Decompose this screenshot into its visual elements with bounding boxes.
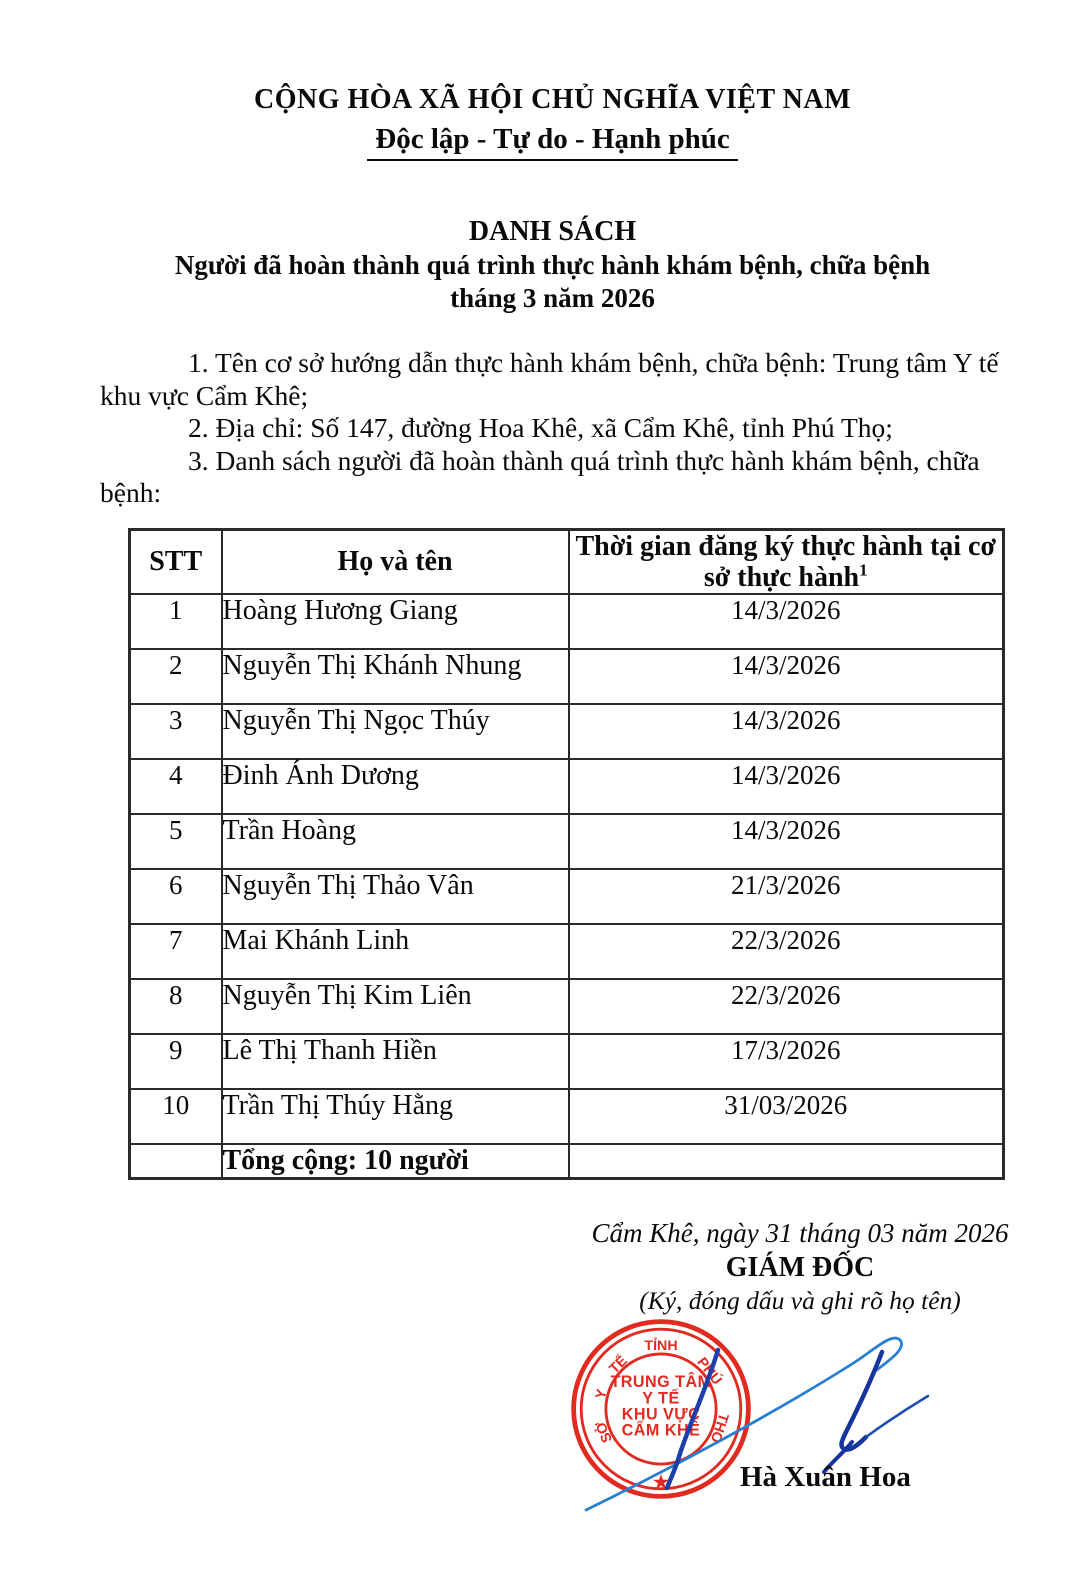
- cell-date: 14/3/2026: [569, 649, 1004, 704]
- paragraph-address: 2. Địa chỉ: Số 147, đường Hoa Khê, xã Cẩm Khê, tỉnh Phú Thọ;: [188, 412, 893, 443]
- cell-stt: 3: [130, 704, 222, 759]
- stamp-center-line4: CẨM KHÊ: [621, 1421, 701, 1440]
- cell-date: 21/3/2026: [569, 869, 1004, 924]
- stamp-ring-text-so: SỞ: [592, 1418, 616, 1445]
- stamp-ring-text-phu: PHÚ: [693, 1354, 725, 1389]
- cell-name: Nguyễn Thị Ngọc Thúy: [222, 704, 569, 759]
- cell-date: 14/3/2026: [569, 759, 1004, 814]
- table-row: [130, 704, 1004, 759]
- signature-block: [565, 1218, 1035, 1316]
- table-row: [130, 869, 1004, 924]
- handwritten-signature: [556, 1320, 1036, 1525]
- trainee-table: [128, 528, 1005, 1180]
- national-motto-underlined: Độc lập - Tự do - Hạnh phúc: [367, 123, 738, 161]
- table-row: [130, 1089, 1004, 1144]
- stamp-ring-text-te: TẾ: [606, 1353, 631, 1378]
- cell-stt: 1: [130, 594, 222, 649]
- cell-name: Mai Khánh Linh: [222, 924, 569, 979]
- cell-stt: 8: [130, 979, 222, 1034]
- signature-instruction: (Ký, đóng dấu và ghi rõ họ tên): [639, 1286, 961, 1315]
- cell-date: 14/3/2026: [569, 704, 1004, 759]
- national-motto-line2: [100, 123, 1005, 161]
- table-row: [130, 649, 1004, 704]
- signature-date-line: Cẩm Khê, ngày 31 tháng 03 năm 2026: [591, 1218, 1009, 1248]
- table-header-row: [130, 529, 1004, 594]
- cell-name: Nguyễn Thị Khánh Nhung: [222, 649, 569, 704]
- document-page: [0, 84, 1081, 1584]
- cell-name: Nguyễn Thị Thảo Vân: [222, 869, 569, 924]
- signer-name: Hà Xuân Hoa: [740, 1461, 911, 1493]
- signer-position: GIÁM ĐỐC: [725, 1252, 875, 1283]
- footnote-marker: 1: [859, 560, 868, 580]
- cell-stt: 6: [130, 869, 222, 924]
- paragraph-list-intro: 3. Danh sách người đã hoàn thành quá trình thực hành khám bệnh, chữa bệnh:: [100, 444, 980, 508]
- cell-total-empty-date: [569, 1144, 1004, 1179]
- col-header-date-line2: sở thực hành: [703, 561, 860, 593]
- col-header-stt: STT: [130, 529, 222, 594]
- stamp-star-icon: ★: [651, 1469, 671, 1494]
- cell-stt: 7: [130, 924, 222, 979]
- table-total-row: [130, 1144, 1004, 1179]
- cell-name: Trần Thị Thúy Hằng: [222, 1089, 569, 1144]
- cell-date: 22/3/2026: [569, 979, 1004, 1034]
- document-content: [0, 84, 1081, 1180]
- national-header: [100, 84, 1005, 161]
- cell-date: 14/3/2026: [569, 814, 1004, 869]
- national-motto-line1: CỘNG HÒA XÃ HỘI CHỦ NGHĨA VIỆT NAM: [253, 84, 852, 115]
- col-header-name: Họ và tên: [222, 529, 569, 594]
- intro-paragraphs: [100, 347, 1005, 510]
- cell-name: Trần Hoàng: [222, 814, 569, 869]
- stamp-ring-text-tho: THỌ: [706, 1411, 732, 1445]
- cell-stt: 9: [130, 1034, 222, 1089]
- paragraph-facility: 1. Tên cơ sở hướng dẫn thực hành khám bệnh, chữa bệnh: Trung tâm Y tế khu vực Cẩm Khê;: [100, 347, 999, 411]
- col-header-date-line1: Thời gian đăng ký thực hành tại cơ: [575, 530, 996, 562]
- signature-stroke-cross-stamp: [667, 1350, 718, 1488]
- table-row: [130, 1034, 1004, 1089]
- table-row: [130, 594, 1004, 649]
- document-title: [100, 215, 1005, 315]
- cell-date: 31/03/2026: [569, 1089, 1004, 1144]
- cell-total-label: Tổng cộng: 10 người: [222, 1144, 569, 1179]
- cell-stt: 5: [130, 814, 222, 869]
- stamp-ring-text-y: Y: [592, 1387, 611, 1401]
- cell-stt: 4: [130, 759, 222, 814]
- table-row: [130, 759, 1004, 814]
- cell-date: 22/3/2026: [569, 924, 1004, 979]
- cell-date: 14/3/2026: [569, 594, 1004, 649]
- signature-stroke-tail-right: [866, 1396, 928, 1437]
- cell-name: Đinh Ánh Dương: [222, 759, 569, 814]
- cell-total-empty-stt: [130, 1144, 222, 1179]
- cell-stt: 2: [130, 649, 222, 704]
- table-row: [130, 814, 1004, 869]
- cell-stt: 10: [130, 1089, 222, 1144]
- table-row: [130, 979, 1004, 1034]
- stamp-center-line1: TRUNG TÂM: [610, 1373, 712, 1392]
- cell-name: Nguyễn Thị Kim Liên: [222, 979, 569, 1034]
- cell-name: Lê Thị Thanh Hiền: [222, 1034, 569, 1089]
- stamp-ring-text-tinh: TỈNH: [644, 1338, 678, 1355]
- title-heading: DANH SÁCH: [468, 216, 637, 247]
- stamp-center-line2: Y TẾ: [642, 1389, 680, 1408]
- title-period: tháng 3 năm 2026: [450, 283, 655, 313]
- title-subtitle: Người đã hoàn thành quá trình thực hành khám bệnh, chữa bệnh: [174, 250, 931, 280]
- stamp-center-line3: KHU VỰC: [621, 1405, 701, 1424]
- col-header-date: [569, 529, 1004, 594]
- cell-name: Hoàng Hương Giang: [222, 594, 569, 649]
- table-row: [130, 924, 1004, 979]
- cell-date: 17/3/2026: [569, 1034, 1004, 1089]
